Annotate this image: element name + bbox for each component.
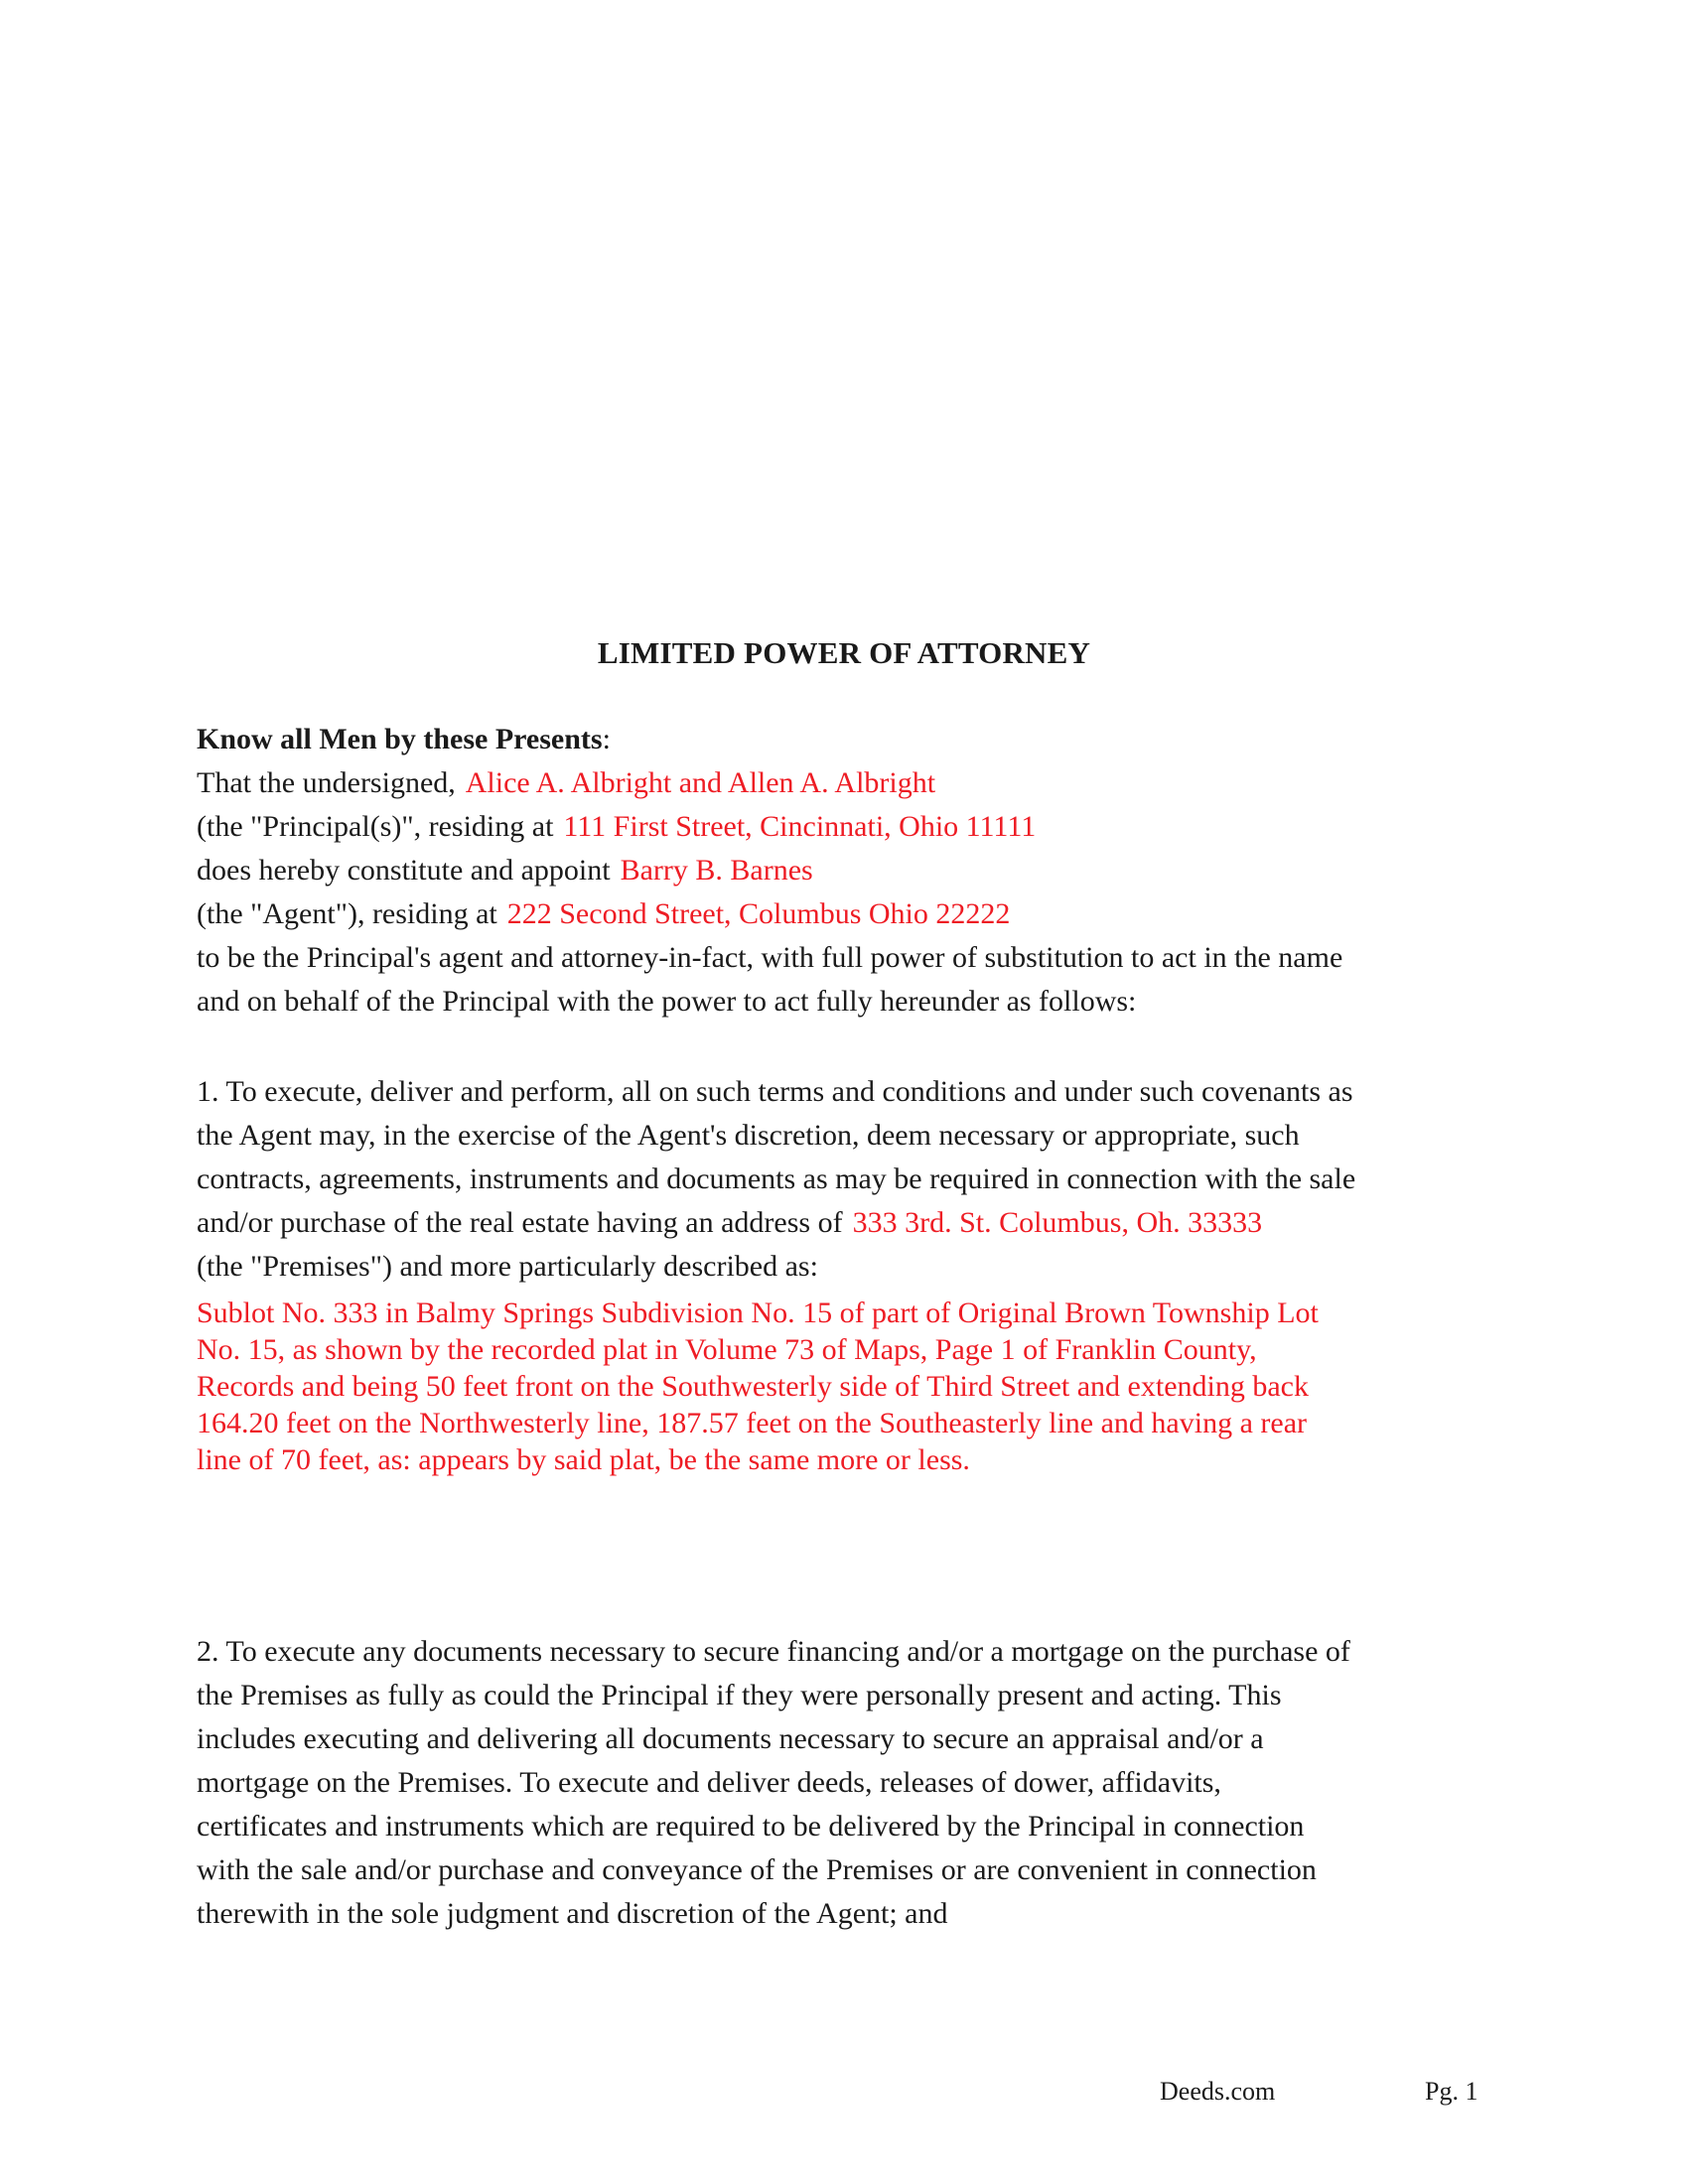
footer-page-number: Pg. 1 — [1425, 2077, 1478, 2106]
substitution-line-2: and on behalf of the Principal with the power to act fully hereunder as follows: — [197, 985, 1137, 1018]
clause-1 — [197, 1070, 1497, 1289]
clause-2-line: certificates and instruments which are required to be delivered by the Principal in connection — [197, 1810, 1305, 1843]
principal-names-field: Alice A. Albright and Allen A. Albright — [465, 766, 936, 799]
clause-2-line: includes executing and delivering all documents necessary to secure an appraisal and/or a — [197, 1722, 1264, 1755]
clause-1-line-1: 1. To execute, deliver and perform, all on such terms and conditions and under such covenants as — [197, 1075, 1353, 1108]
clause-1-line-4 — [197, 1201, 1497, 1245]
intro-heading: Know all Men by these Presents — [197, 723, 603, 755]
agent-address-line — [197, 892, 1497, 936]
legal-description-line: No. 15, as shown by the recorded plat in Volume 73 of Maps, Page 1 of Franklin County, — [197, 1333, 1257, 1366]
legal-description-line: 164.20 feet on the Northwesterly line, 187.57 feet on the Southeasterly line and having a rear — [197, 1407, 1307, 1439]
legal-description-line: Records and being 50 feet front on the Southwesterly side of Third Street and extending back — [197, 1370, 1309, 1403]
agent-address-field: 222 Second Street, Columbus Ohio 22222 — [506, 897, 1011, 930]
clause-1-line-4-prefix: and/or purchase of the real estate having an address of — [197, 1206, 843, 1239]
agent-name-line — [197, 849, 1497, 892]
legal-description-line: line of 70 feet, as: appears by said plat, be the same more or less. — [197, 1443, 970, 1476]
undersigned-label: That the undersigned, — [197, 766, 456, 799]
clause-2-line: therewith in the sole judgment and discretion of the Agent; and — [197, 1897, 948, 1930]
intro-heading-colon: : — [602, 723, 611, 755]
agent-residing-label: (the "Agent"), residing at — [197, 897, 497, 930]
clause-1-line-3: contracts, agreements, instruments and documents as may be required in connection with the sale — [197, 1162, 1356, 1195]
clause-2-line: 2. To execute any documents necessary to secure financing and/or a mortgage on the purchase of — [197, 1635, 1350, 1668]
document-title: LIMITED POWER OF ATTORNEY — [597, 635, 1091, 670]
footer-site-name: Deeds.com — [1160, 2077, 1276, 2106]
intro-section — [197, 718, 1497, 1024]
appoint-label: does hereby constitute and appoint — [197, 854, 611, 887]
principal-residing-label: (the "Principal(s)", residing at — [197, 810, 554, 843]
agent-name-field: Barry B. Barnes — [620, 854, 813, 887]
clause-2-line: with the sale and/or purchase and conveyance of the Premises or are convenient in connection — [197, 1853, 1317, 1886]
principal-address-field: 111 First Street, Cincinnati, Ohio 11111 — [563, 810, 1037, 843]
premises-address-field: 333 3rd. St. Columbus, Oh. 33333 — [852, 1206, 1263, 1239]
principal-address-line — [197, 805, 1497, 849]
clause-1-line-2: the Agent may, in the exercise of the Agent's discretion, deem necessary or appropriate, such — [197, 1119, 1300, 1152]
clause-1-line-5: (the "Premises") and more particularly described as: — [197, 1250, 818, 1283]
legal-description-field — [197, 1295, 1487, 1478]
principal-names-line — [197, 761, 1497, 805]
intro-heading-line — [197, 718, 1497, 761]
substitution-line-1: to be the Principal's agent and attorney-in-fact, with full power of substitution to act in the name — [197, 941, 1343, 974]
clause-2-line: the Premises as fully as could the Principal if they were personally present and acting. This — [197, 1679, 1282, 1711]
clause-2 — [197, 1630, 1497, 1936]
clause-2-line: mortgage on the Premises. To execute and deliver deeds, releases of dower, affidavits, — [197, 1766, 1221, 1799]
legal-description-line: Sublot No. 333 in Balmy Springs Subdivision No. 15 of part of Original Brown Township Lot — [197, 1297, 1319, 1329]
